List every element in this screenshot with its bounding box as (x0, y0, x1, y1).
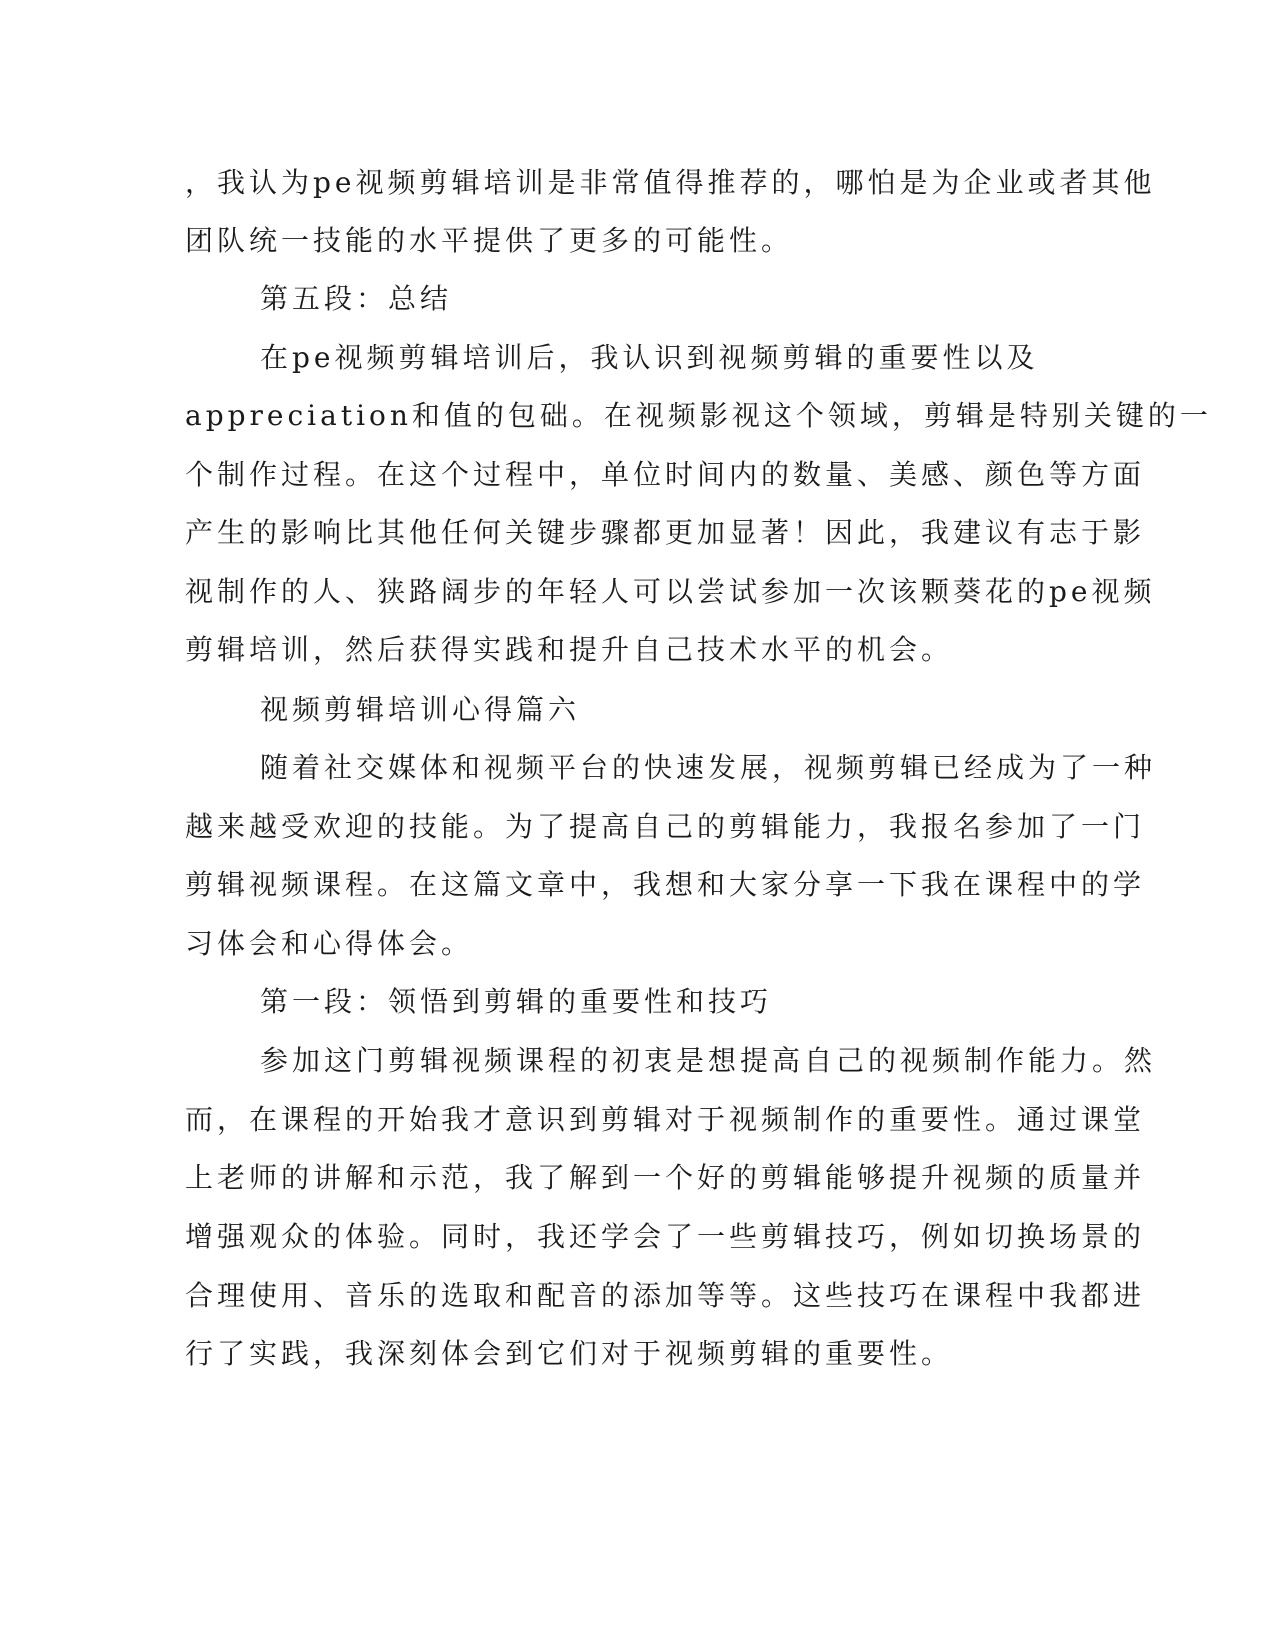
text-line: 越来越受欢迎的技能。为了提高自己的剪辑能力，我报名参加了一门 (185, 810, 1146, 843)
text-line: 增强观众的体验。同时，我还学会了一些剪辑技巧，例如切换场景的 (185, 1220, 1146, 1253)
text-line: 剪辑培训，然后获得实践和提升自己技术水平的机会。 (185, 633, 954, 666)
text-line: 参加这门剪辑视频课程的初衷是想提高自己的视频制作能力。然 (260, 1044, 1157, 1077)
text-line: 而，在课程的开始我才意识到剪辑对于视频制作的重要性。通过课堂 (185, 1103, 1146, 1136)
text-line: 产生的影响比其他任何关键步骤都更加显著！因此，我建议有志于影 (185, 516, 1146, 549)
text-line: ，我认为pe视频剪辑培训是非常值得推荐的，哪怕是为企业或者其他 (185, 166, 1156, 199)
text-line: 习体会和心得体会。 (185, 927, 474, 960)
text-line: 合理使用、音乐的选取和配音的添加等等。这些技巧在课程中我都进 (185, 1279, 1146, 1312)
section-heading: 第一段：领悟到剪辑的重要性和技巧 (260, 985, 773, 1018)
text-line: 在pe视频剪辑培训后，我认识到视频剪辑的重要性以及 (260, 341, 1039, 374)
section-heading: 第五段：总结 (260, 282, 453, 315)
text-line: 剪辑视频课程。在这篇文章中，我想和大家分享一下我在课程中的学 (185, 868, 1146, 901)
text-line: 上老师的讲解和示范，我了解到一个好的剪辑能够提升视频的质量并 (185, 1161, 1146, 1194)
text-line: 行了实践，我深刻体会到它们对于视频剪辑的重要性。 (185, 1337, 954, 1370)
text-line: appreciation和值的包础。在视频影视这个领域，剪辑是特别关键的一 (185, 399, 1212, 432)
text-line: 随着社交媒体和视频平台的快速发展，视频剪辑已经成为了一种 (260, 751, 1157, 784)
text-line: 视制作的人、狭路阔步的年轻人可以尝试参加一次该颗葵花的pe视频 (185, 575, 1156, 608)
text-line: 个制作过程。在这个过程中，单位时间内的数量、美感、颜色等方面 (185, 458, 1146, 491)
text-line: 团队统一技能的水平提供了更多的可能性。 (185, 224, 794, 257)
article-title: 视频剪辑培训心得篇六 (260, 693, 581, 726)
